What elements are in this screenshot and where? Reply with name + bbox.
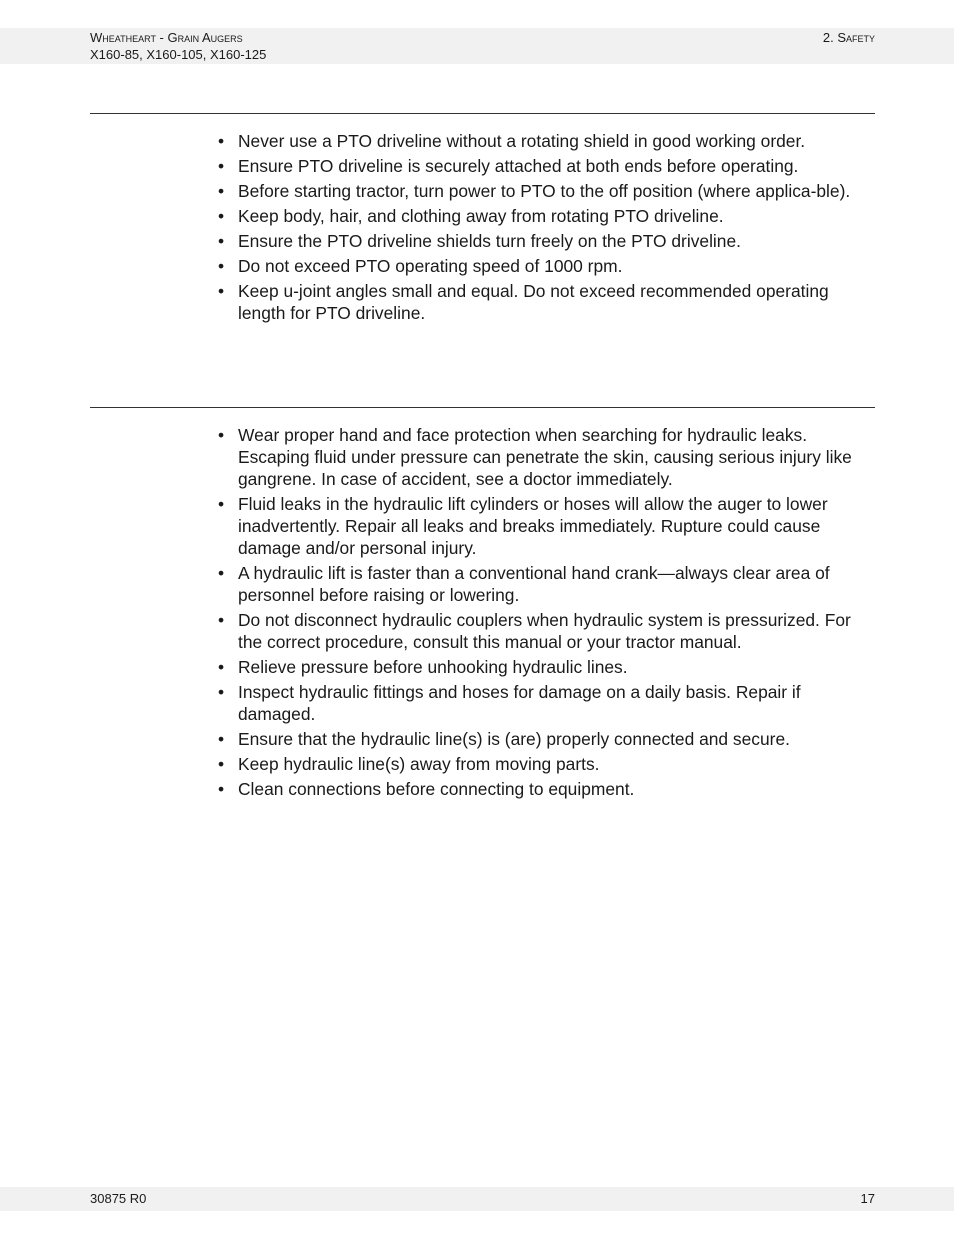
list-item: • Clean connections before connecting to equipment. bbox=[218, 778, 878, 800]
list-item: • Ensure the PTO driveline shields turn freely on the PTO driveline. bbox=[218, 230, 878, 252]
list-item: • Keep body, hair, and clothing away from rotating PTO driveline. bbox=[218, 205, 878, 227]
document-number: 30875 R0 bbox=[90, 1191, 147, 1206]
list-item: • Fluid leaks in the hydraulic lift cylinders or hoses will allow the auger to lower inadvertently. Repair all leaks and breaks immediately. Rupture could cause damage and/or personal injury. bbox=[218, 493, 878, 559]
hydraulic-safety-list bbox=[218, 424, 878, 803]
list-item: • Relieve pressure before unhooking hydraulic lines. bbox=[218, 656, 878, 678]
list-item: • A hydraulic lift is faster than a conventional hand crank—always clear area of personnel before raising or lowering. bbox=[218, 562, 878, 606]
list-item: • Ensure PTO driveline is securely attached at both ends before operating. bbox=[218, 155, 878, 177]
list-item: • Before starting tractor, turn power to PTO to the off position (where applica-ble). bbox=[218, 180, 878, 202]
page-number: 17 bbox=[860, 1191, 875, 1206]
list-item: • Wear proper hand and face protection when searching for hydraulic leaks. Escaping fluid under pressure can penetrate the skin, causing serious injury like gangrene. In case of accident, see a doctor immediately. bbox=[218, 424, 878, 490]
header-left bbox=[90, 29, 266, 63]
product-line: Wheatheart - Grain Augers bbox=[90, 30, 243, 45]
list-item: • Ensure that the hydraulic line(s) is (are) properly connected and secure. bbox=[218, 728, 878, 750]
list-item: • Keep hydraulic line(s) away from moving parts. bbox=[218, 753, 878, 775]
section-divider-hydraulic bbox=[90, 407, 875, 408]
list-item: • Keep u-joint angles small and equal. Do not exceed recommended operating length for PTO driveline. bbox=[218, 280, 878, 324]
list-item: • Do not exceed PTO operating speed of 1000 rpm. bbox=[218, 255, 878, 277]
model-numbers: X160-85, X160-105, X160-125 bbox=[90, 47, 267, 62]
section-title: 2. Safety bbox=[822, 30, 875, 45]
list-item: • Inspect hydraulic fittings and hoses for damage on a daily basis. Repair if damaged. bbox=[218, 681, 878, 725]
list-item: • Never use a PTO driveline without a rotating shield in good working order. bbox=[218, 130, 878, 152]
list-item: • Do not disconnect hydraulic couplers when hydraulic system is pressurized. For the correct procedure, consult this manual or your tractor manual. bbox=[218, 609, 878, 653]
section-divider-pto bbox=[90, 113, 875, 114]
pto-safety-list bbox=[218, 130, 878, 327]
